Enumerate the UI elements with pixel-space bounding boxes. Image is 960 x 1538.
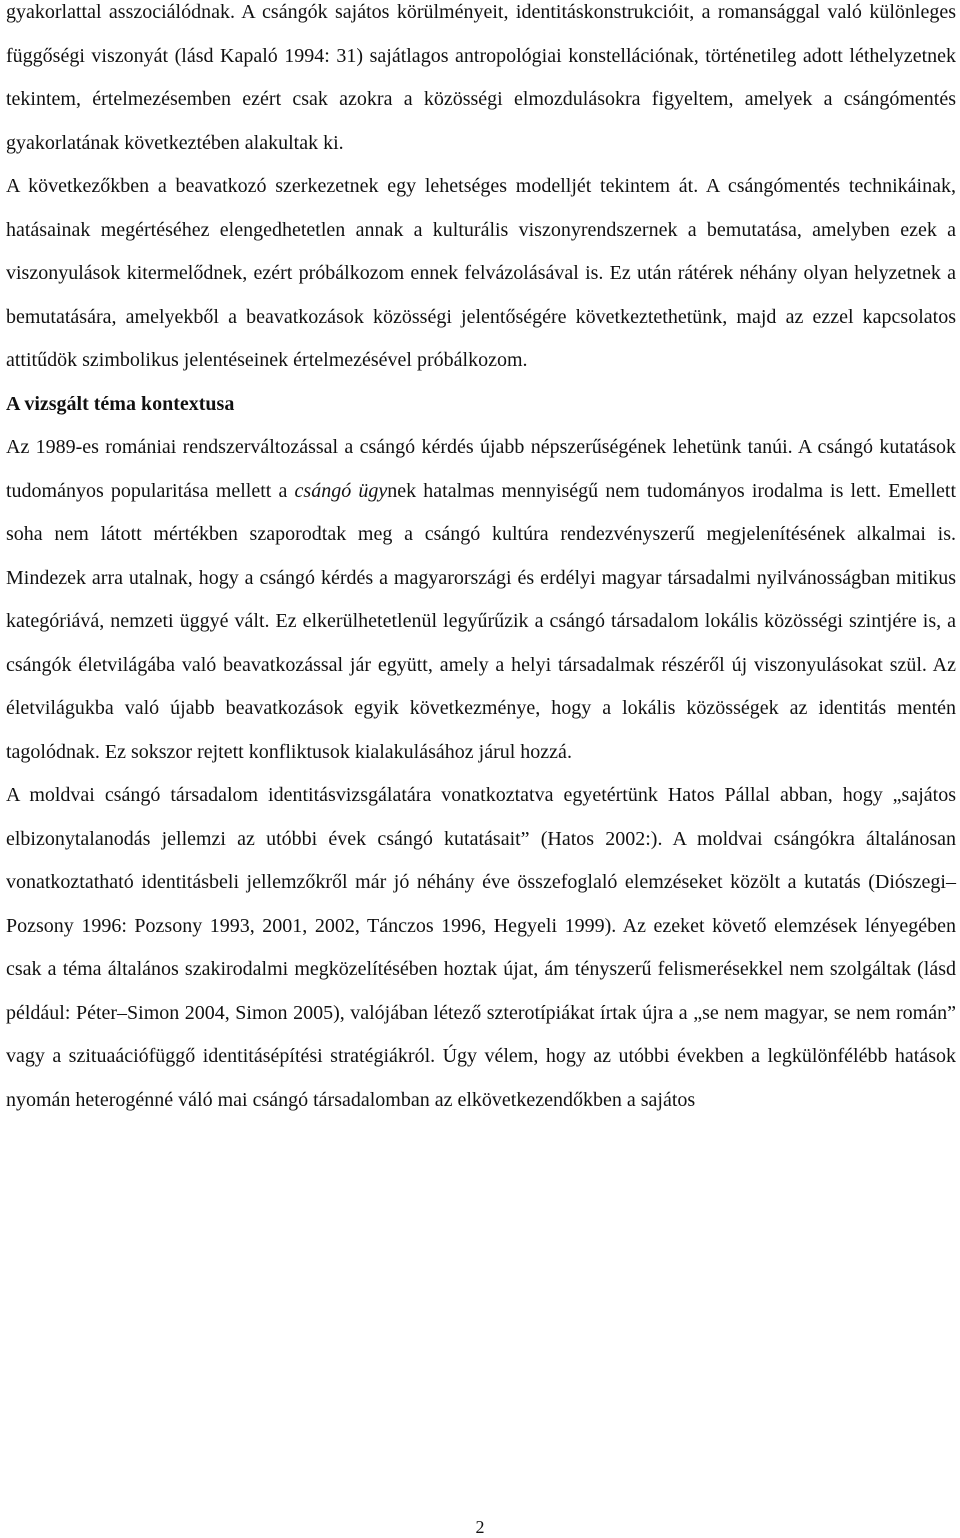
document-page [6,0,956,1122]
paragraph-overview: A következőkben a beavatkozó szerkezetnek egy lehetséges modelljét tekintem át. A csángómentés technikáinak, hatásainak megértéséhez elengedhetetlen annak a kulturális viszonyrendszernek a bemutatása, amelyben ezek a viszonyulások kitermelődnek, ezért próbálkozom ennek felvázolásával is. Ez után rátérek néhány olyan helyzetnek a bemutatására, amelyekből a beavatkozások közösségi jelentőségére következtethetünk, majd az ezzel kapcsolatos attitűdök szimbolikus jelentéseinek értelmezésével próbálkozom. [6,175,956,371]
page-number: 2 [475,1517,485,1537]
paragraph-context-emphasis: csángó ügy [294,479,388,502]
paragraph-context-text-1: Az 1989-es romániai rendszerváltozással a csángó kérdés újabb népszerűségének lehetünk tanúi. A csángó kutatások tudományos popularitása mellett a [6,436,956,502]
paragraph-intro-continuation: gyakorlattal asszociálódnak. A csángók sajátos körülményeit, identitáskonstrukcióit, a romansággal való különleges függőségi viszonyát (lásd Kapaló 1994: 31) sajátlagos antropológiai konstellációnak, történetileg adott léthelyzetnek tekintem, értelmezésemben ezért csak azokra a közösségi elmozdulásokra figyeltem, amelyek a csángómentés gyakorlatának következtében alakultak ki. [6,1,956,154]
paragraph-context-text-2: nek hatalmas mennyiségű nem tudományos irodalma is lett. Emellett soha nem látott mértékben szaporodtak meg a csángó kultúra rendezvényszerű megjelenítésének alkalmai is. Mindezek arra utalnak, hogy a csángó kérdés a magyarországi és erdélyi magyar társadalmi nyilvánosságban mitikus kategóriává, nemzeti üggyé vált. Ez elkerülhetetlenül legyűrűzik a csángó társadalom lokális közösségi szintjére is, a csángók életvilágába való beavatkozással jár együtt, amely a helyi társadalmak részéről új viszonyulásokat szül. Az életvilágukba való újabb beavatkozások egyik következménye, hogy a lokális közösségek az identitás mentén tagolódnak. Ez sokszor rejtett konfliktusok kialakulásához járul hozzá. [6,479,957,763]
paragraph-identity-research: A moldvai csángó társadalom identitásvizsgálatára vonatkoztatva egyetértünk Hatos Pállal abban, hogy „sajátos elbizonytalanodás jellemzi az utóbbi évek csángó kutatásait” (Hatos 2002:). A moldvai csángókra általánosan vonatkoztatható identitásbeli jellemzőkről már jó néhány éve összefoglaló elemzéseket közölt a kutatás (Diószegi–Pozsony 1996: Pozsony 1993, 2001, 2002, Tánczos 1996, Hegyeli 1999). Az ezeket követő elemzések lényegében csak a téma általános szakirodalmi megközelítésében hoztak újat, ám tényszerű felismerésekkel nem szolgáltak (lásd például: Péter–Simon 2004, Simon 2005), valójában létező szterotípiákat írtak újra a „se nem magyar, se nem román” vagy a szituaációfüggő identitásépítési stratégiákról. Úgy vélem, hogy az utóbbi években a legkülönfélébb hatások nyomán heterogénné váló mai csángó társadalomban az elkövetkezendőkben a sajátos [6,784,956,1111]
section-heading: A vizsgált téma kontextusa [6,392,235,415]
paragraph-context [6,426,956,774]
